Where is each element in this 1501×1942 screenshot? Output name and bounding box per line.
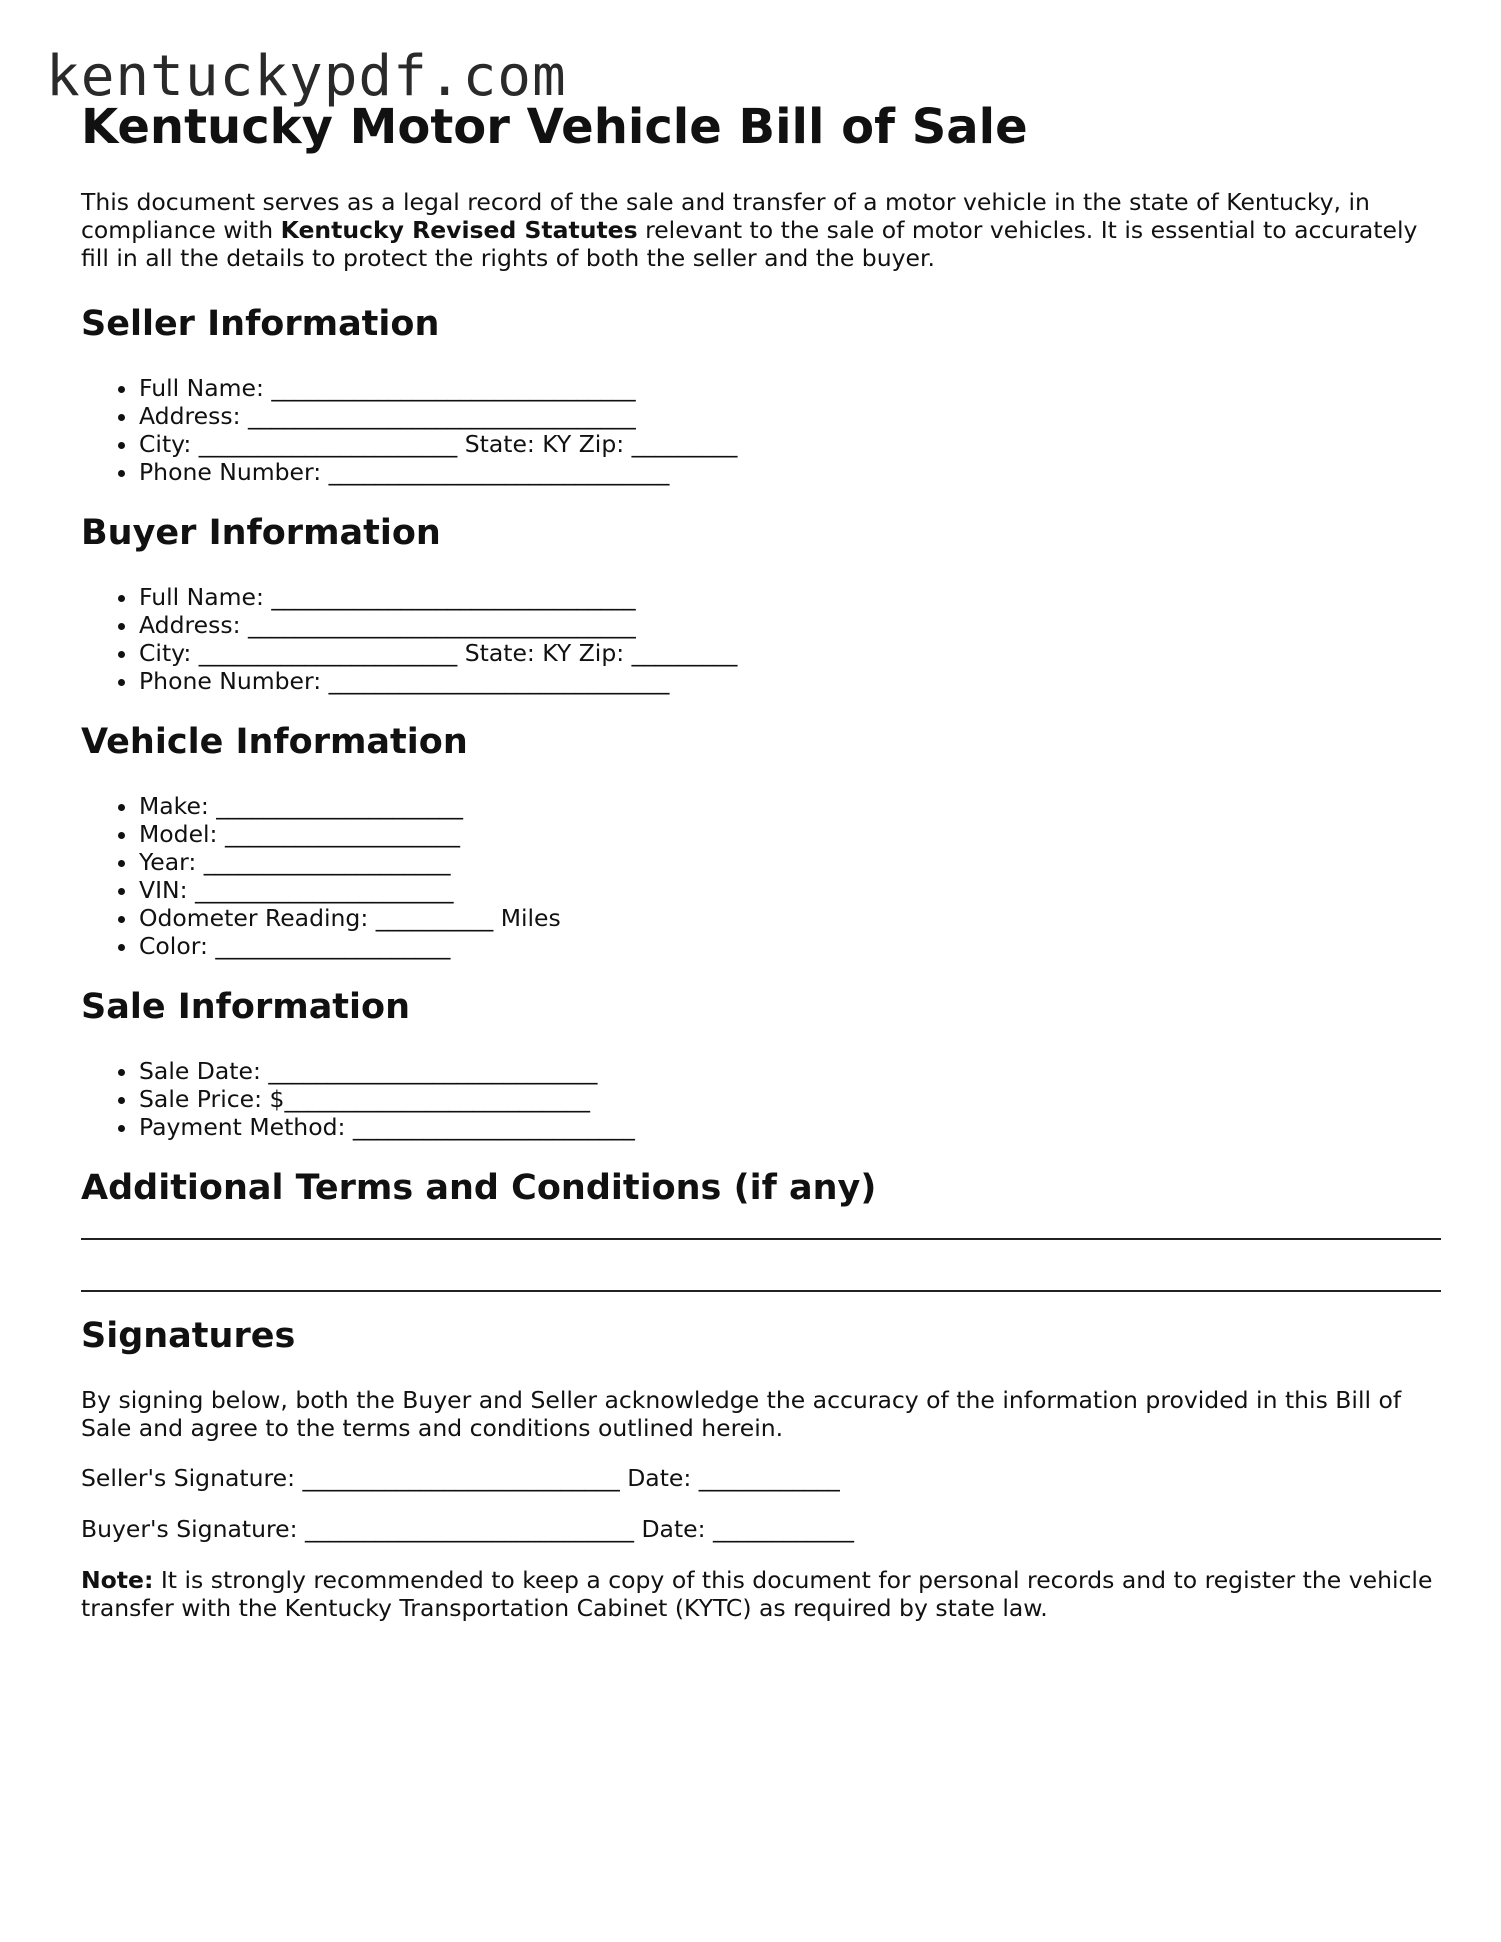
page-title: Kentucky Motor Vehicle Bill of Sale [81,99,1028,155]
seller-full-name: • Full Name: _______________________________ [139,374,1441,402]
sale-date: • Sale Date: ____________________________ [139,1057,1441,1085]
seller-heading: Seller Information [81,304,440,344]
vehicle-year: • Year: _____________________ [139,848,1441,876]
terms-heading: Additional Terms and Conditions (if any) [81,1168,877,1208]
seller-list [81,374,1441,486]
vehicle-odometer: • Odometer Reading: __________ Miles [139,904,1441,932]
sale-list [81,1057,1441,1141]
seller-signature-line: Seller's Signature: ___________________________ Date: ____________ [81,1464,840,1492]
sale-price: • Sale Price: $__________________________ [139,1085,1441,1113]
buyer-address: • Address: _________________________________ [139,611,1441,639]
buyer-phone: • Phone Number: _____________________________ [139,667,1441,695]
terms-line [81,1290,1441,1292]
vehicle-make: • Make: _____________________ [139,792,1441,820]
vehicle-model: • Model: ____________________ [139,820,1441,848]
note-label: Note: [81,1566,154,1594]
document-page [81,97,1441,1622]
seller-address: • Address: _________________________________ [139,402,1441,430]
buyer-list [81,583,1441,695]
intro-paragraph [81,188,1441,272]
note-text: It is strongly recommended to keep a copy of this document for personal records and to register the vehicle transfer with the Kentucky Transportation Cabinet (KYTC) as required by state law. [81,1566,1433,1622]
vehicle-heading: Vehicle Information [81,722,468,762]
payment-method: • Payment Method: ________________________ [139,1113,1441,1141]
signatures-heading: Signatures [81,1316,296,1356]
vehicle-vin: • VIN: ______________________ [139,876,1441,904]
buyer-heading: Buyer Information [81,513,441,553]
vehicle-list [81,792,1441,960]
vehicle-color: • Color: ____________________ [139,932,1441,960]
terms-lines [81,1238,1441,1292]
intro-bold-statutes: Kentucky Revised Statutes [280,216,638,244]
acknowledgment-text: By signing below, both the Buyer and Seller acknowledge the accuracy of the information provided in this Bill of Sale and agree to the terms and conditions outlined herein. [81,1386,1402,1442]
buyer-city-state-zip: • City: ______________________ State: KY Zip: _________ [139,639,1441,667]
sale-heading: Sale Information [81,987,410,1027]
intro-text-1: This document serves as a legal record of the sale and transfer of a motor vehicle in the state of Kentucky, in compliance with [81,188,1370,244]
seller-city-state-zip: • City: ______________________ State: KY Zip: _________ [139,430,1441,458]
terms-line [81,1238,1441,1240]
note-paragraph [81,1566,1441,1622]
buyer-full-name: • Full Name: _______________________________ [139,583,1441,611]
intro-text-2: relevant to the sale of motor vehicles. It is essential to accurately fill in all the details to protect the rights of both the seller and the buyer. [81,216,1418,272]
watermark: kentuckypdf.com [46,44,567,109]
seller-phone: • Phone Number: _____________________________ [139,458,1441,486]
buyer-signature-line: Buyer's Signature: ____________________________ Date: ____________ [81,1515,854,1543]
